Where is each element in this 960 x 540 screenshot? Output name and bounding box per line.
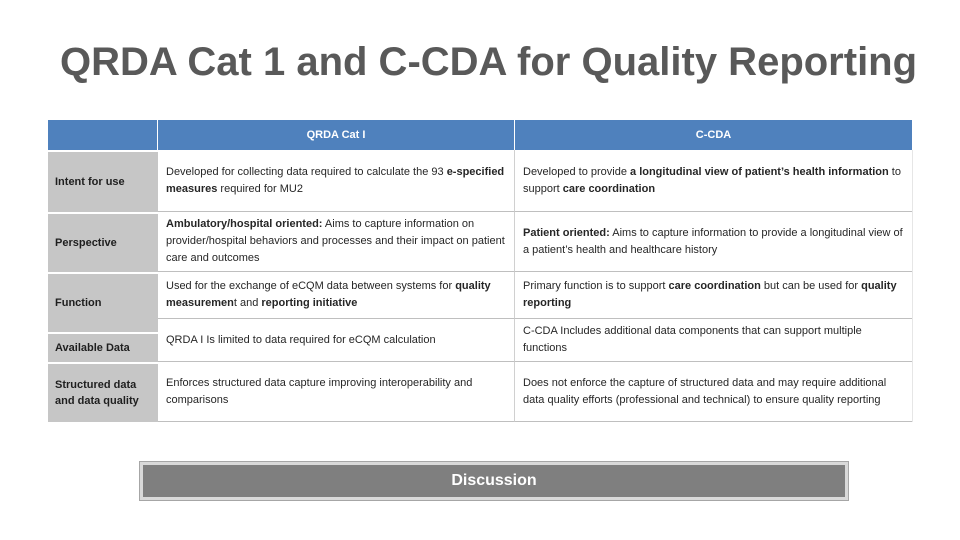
bold-text: quality reporting xyxy=(523,280,897,309)
ccda-cell xyxy=(515,319,912,362)
ccda-cell-text xyxy=(523,164,904,198)
qrda-cell xyxy=(158,319,515,362)
bold-text: quality measuremen xyxy=(166,280,491,309)
bold-text: e-specified measures xyxy=(166,165,505,195)
ccda-cell-text xyxy=(523,375,904,409)
row-label: Intent for use xyxy=(48,150,158,212)
row-label: Available Data xyxy=(48,332,158,362)
plain-text: Does not enforce the capture of structured data and may require additional data quality efforts (professional and technical) to ensure quality reporting xyxy=(523,376,887,406)
plain-text: Enforces structured data capture improving interoperability and comparisons xyxy=(166,376,473,406)
qrda-cell xyxy=(158,272,515,319)
plain-text: Primary function is to support xyxy=(523,280,669,292)
plain-text: C-CDA Includes additional data components that can support multiple functions xyxy=(523,325,862,354)
row-label: Structured data and data quality xyxy=(48,362,158,422)
plain-text: Aims to capture information on provider/hospital behaviors and processes and their impact on patient care and outcomes xyxy=(166,218,505,264)
bold-text: Ambulatory/hospital oriented: xyxy=(166,218,323,230)
qrda-cell xyxy=(158,362,515,422)
plain-text: required for MU2 xyxy=(217,182,303,195)
ccda-cell-text xyxy=(523,278,904,312)
bold-text: reporting initiative xyxy=(261,297,358,309)
plain-text: Developed for collecting data required to calculate the 93 xyxy=(166,165,447,178)
qrda-cell xyxy=(158,212,515,272)
ccda-cell xyxy=(515,212,912,272)
qrda-cell-text xyxy=(166,216,506,267)
discussion-button[interactable]: Discussion xyxy=(140,462,848,500)
row-label: Function xyxy=(48,272,158,332)
bold-text: Patient oriented: xyxy=(523,226,610,239)
header-qrda: QRDA Cat I xyxy=(158,120,515,150)
row-label: Perspective xyxy=(48,212,158,272)
plain-text: QRDA I Is limited to data required for eCQM calculation xyxy=(166,333,436,346)
comparison-table xyxy=(48,120,912,422)
plain-text: but can be used for xyxy=(760,280,862,292)
qrda-cell-text xyxy=(166,278,506,312)
ccda-cell-text xyxy=(523,323,904,357)
header-blank xyxy=(48,120,158,150)
plain-text: Developed to provide xyxy=(523,165,631,178)
ccda-cell xyxy=(515,150,912,212)
slide-title: QRDA Cat 1 and C-CDA for Quality Reporting xyxy=(60,40,918,84)
bold-text: care coordination xyxy=(562,182,656,195)
qrda-cell xyxy=(158,150,515,212)
ccda-cell xyxy=(515,362,912,422)
qrda-cell-text xyxy=(166,332,436,349)
plain-text: Aims to capture information to provide a longitudinal view of a patient’s health and healthcare history xyxy=(523,226,903,256)
header-ccda: C-CDA xyxy=(515,120,912,150)
qrda-cell-text xyxy=(166,164,506,198)
plain-text: t and xyxy=(233,297,262,309)
qrda-cell-text xyxy=(166,375,506,409)
bold-text: care coordination xyxy=(668,280,761,292)
plain-text: to support xyxy=(523,165,901,195)
plain-text: Used for the exchange of eCQM data between systems for xyxy=(166,280,456,292)
ccda-cell-text xyxy=(523,225,904,259)
bold-text: a longitudinal view of patient’s health information xyxy=(630,165,889,178)
ccda-cell xyxy=(515,272,912,319)
